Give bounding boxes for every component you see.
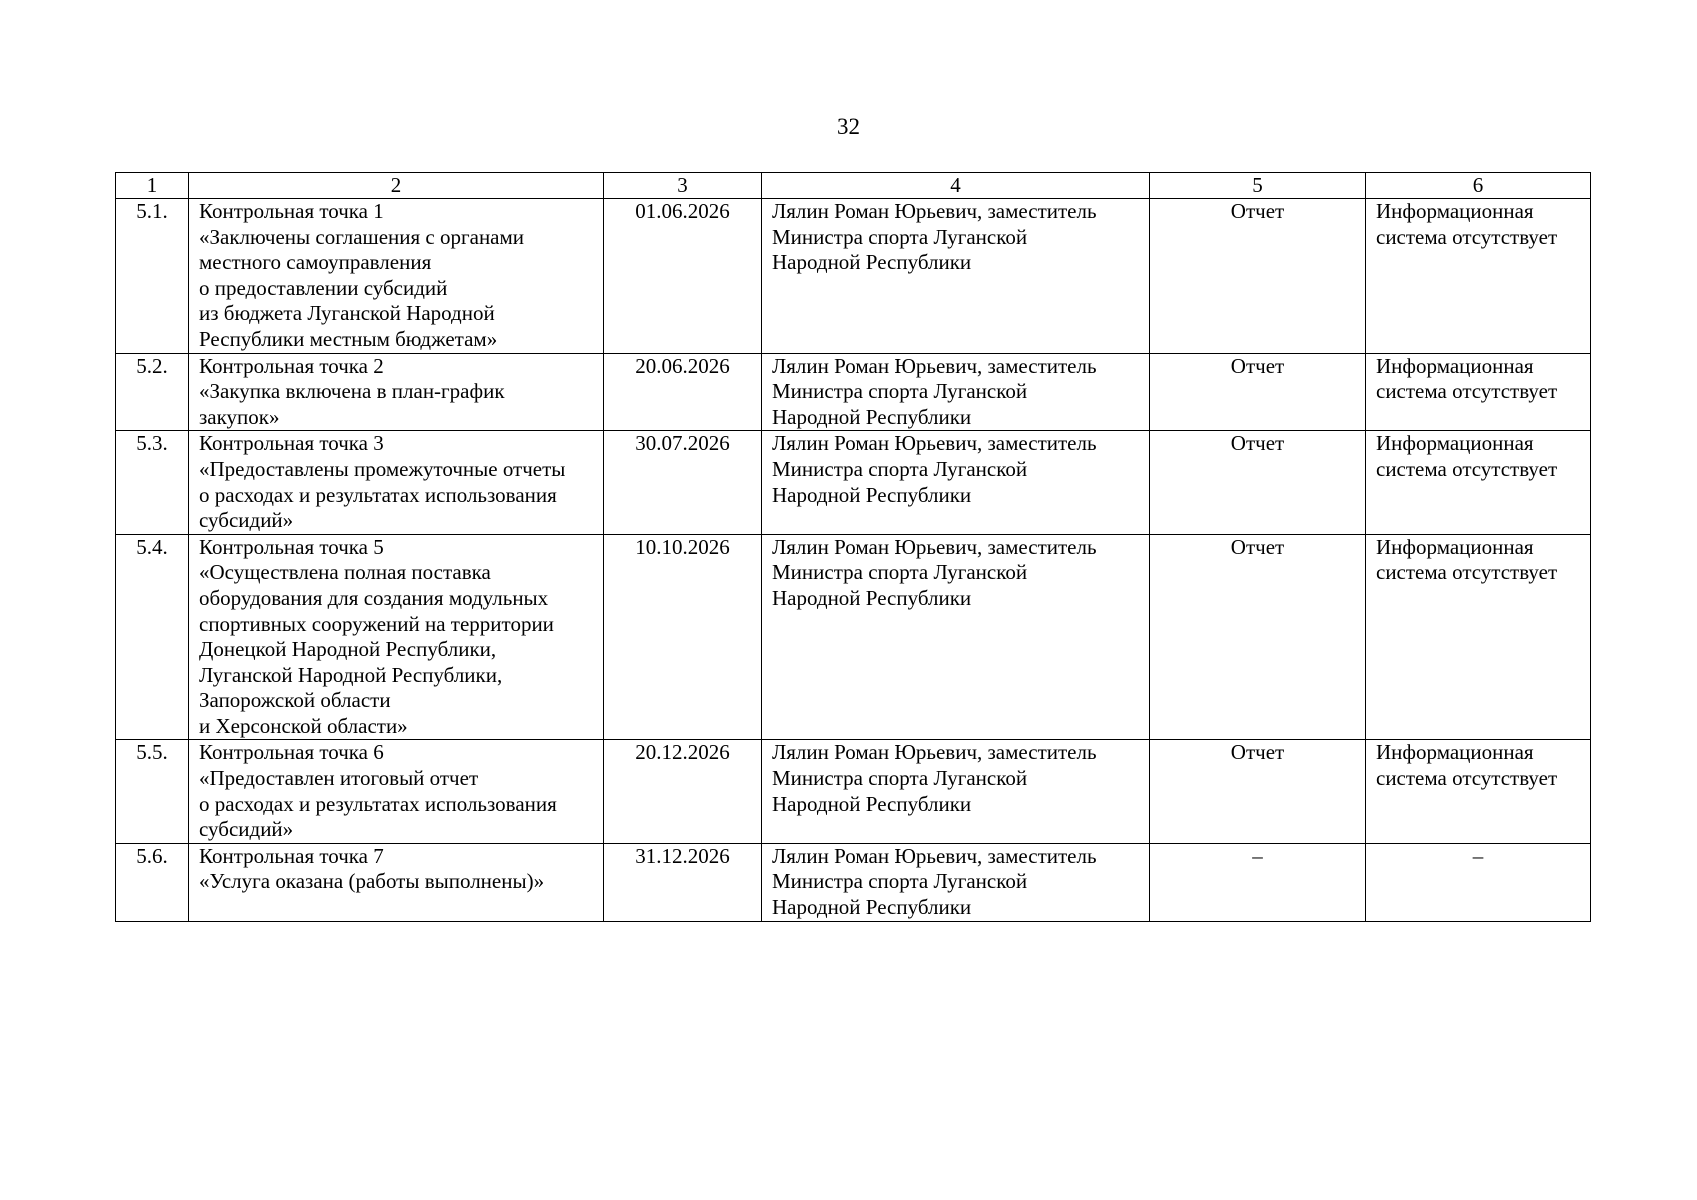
- row-number: 5.2.: [136, 353, 168, 378]
- event-line: местного самоуправления: [199, 250, 432, 275]
- responsible-cell: [762, 534, 1150, 740]
- event-line: о предоставлении субсидий: [199, 275, 448, 300]
- event-line: о расходах и результатах использования: [199, 791, 557, 816]
- event-line: «Заключены соглашения с органами: [199, 224, 525, 249]
- document-value: Отчет: [1230, 353, 1285, 378]
- table-row: [116, 431, 1591, 534]
- document-value: Отчет: [1230, 431, 1285, 456]
- responsible-line: Министра спорта Луганской: [772, 560, 1028, 585]
- responsible-line: Лялин Роман Юрьевич, заместитель: [772, 534, 1097, 559]
- date-value: 10.10.2026: [635, 534, 730, 559]
- header-cell: 2: [189, 173, 604, 199]
- event-line: «Осуществлена полная поставка: [199, 560, 491, 585]
- header-cell: 1: [116, 173, 189, 199]
- system-line: система отсутствует: [1376, 766, 1558, 791]
- responsible-cell: [762, 353, 1150, 431]
- page-number: 32: [837, 114, 860, 139]
- responsible-line: Министра спорта Луганской: [772, 379, 1028, 404]
- responsible-line: Народной Республики: [772, 895, 972, 920]
- row-number: 5.1.: [136, 199, 168, 223]
- event-line: закупок»: [199, 404, 280, 429]
- document-cell: [1150, 843, 1366, 921]
- event-line: Контрольная точка 5: [199, 534, 384, 559]
- event-line: Луганской Народной Республики,: [199, 662, 503, 687]
- control-points-table: [115, 172, 1591, 922]
- responsible-cell: [762, 740, 1150, 843]
- event-cell: [189, 199, 604, 354]
- event-line: Запорожской области: [199, 688, 391, 713]
- document-cell: [1150, 353, 1366, 431]
- row-number: 5.5.: [136, 740, 168, 765]
- system-line: Информационная: [1376, 353, 1534, 378]
- row-number-cell: [116, 199, 189, 354]
- responsible-cell: [762, 431, 1150, 534]
- date-cell: [604, 534, 762, 740]
- system-cell: [1366, 843, 1591, 921]
- table-row: [116, 534, 1591, 740]
- table-row: [116, 199, 1591, 354]
- event-line: Контрольная точка 7: [199, 843, 384, 868]
- table-header-row: [116, 173, 1591, 199]
- row-number: 5.4.: [136, 534, 168, 559]
- system-line: –: [1472, 843, 1484, 868]
- responsible-line: Народной Республики: [772, 404, 972, 429]
- system-cell: [1366, 534, 1591, 740]
- header-cell: 4: [762, 173, 1150, 199]
- date-value: 31.12.2026: [635, 843, 730, 868]
- date-cell: [604, 843, 762, 921]
- system-line: Информационная: [1376, 199, 1534, 223]
- event-line: «Услуга оказана (работы выполнены)»: [199, 869, 545, 894]
- event-line: Контрольная точка 2: [199, 353, 384, 378]
- header-cell: 3: [604, 173, 762, 199]
- system-cell: [1366, 431, 1591, 534]
- date-value: 20.12.2026: [635, 740, 730, 765]
- document-value: –: [1252, 843, 1263, 868]
- system-line: Информационная: [1376, 740, 1534, 765]
- document-cell: [1150, 740, 1366, 843]
- document-value: Отчет: [1230, 740, 1285, 765]
- event-line: «Предоставлены промежуточные отчеты: [199, 456, 566, 481]
- event-line: о расходах и результатах использования: [199, 482, 557, 507]
- date-cell: [604, 431, 762, 534]
- document-value: Отчет: [1230, 534, 1285, 559]
- event-line: оборудования для создания модульных: [199, 585, 549, 610]
- row-number: 5.3.: [136, 431, 168, 456]
- event-cell: [189, 843, 604, 921]
- date-value: 01.06.2026: [635, 199, 730, 223]
- system-line: система отсутствует: [1376, 379, 1558, 404]
- event-line: Республики местным бюджетам»: [199, 326, 498, 351]
- responsible-line: Министра спорта Луганской: [772, 766, 1028, 791]
- table-row: [116, 740, 1591, 843]
- event-cell: [189, 740, 604, 843]
- date-cell: [604, 199, 762, 354]
- event-line: субсидий»: [199, 817, 294, 842]
- row-number-cell: [116, 843, 189, 921]
- event-line: Контрольная точка 3: [199, 431, 384, 456]
- event-line: спортивных сооружений на территории: [199, 611, 554, 636]
- responsible-line: Лялин Роман Юрьевич, заместитель: [772, 740, 1097, 765]
- row-number-cell: [116, 353, 189, 431]
- event-line: и Херсонской области»: [199, 713, 408, 738]
- responsible-line: Министра спорта Луганской: [772, 224, 1028, 249]
- responsible-line: Министра спорта Луганской: [772, 869, 1028, 894]
- responsible-line: Народной Республики: [772, 482, 972, 507]
- document-cell: [1150, 534, 1366, 740]
- responsible-cell: [762, 199, 1150, 354]
- event-line: Контрольная точка 1: [199, 199, 384, 223]
- system-cell: [1366, 740, 1591, 843]
- event-line: «Предоставлен итоговый отчет: [199, 766, 479, 791]
- responsible-line: Народной Республики: [772, 585, 972, 610]
- responsible-cell: [762, 843, 1150, 921]
- system-line: система отсутствует: [1376, 560, 1558, 585]
- event-cell: [189, 431, 604, 534]
- event-line: «Закупка включена в план-график: [199, 379, 505, 404]
- system-line: система отсутствует: [1376, 456, 1558, 481]
- event-cell: [189, 353, 604, 431]
- document-cell: [1150, 199, 1366, 354]
- system-line: система отсутствует: [1376, 224, 1558, 249]
- table-row: [116, 843, 1591, 921]
- event-line: из бюджета Луганской Народной: [199, 301, 495, 326]
- event-line: Донецкой Народной Республики,: [199, 637, 497, 662]
- header-cell: 6: [1366, 173, 1591, 199]
- date-cell: [604, 740, 762, 843]
- responsible-line: Лялин Роман Юрьевич, заместитель: [772, 431, 1097, 456]
- responsible-line: Народной Республики: [772, 250, 972, 275]
- date-cell: [604, 353, 762, 431]
- event-cell: [189, 534, 604, 740]
- document-value: Отчет: [1230, 199, 1285, 223]
- event-line: Контрольная точка 6: [199, 740, 384, 765]
- date-value: 30.07.2026: [635, 431, 730, 456]
- system-line: Информационная: [1376, 534, 1534, 559]
- system-cell: [1366, 353, 1591, 431]
- responsible-line: Лялин Роман Юрьевич, заместитель: [772, 843, 1097, 868]
- table-row: [116, 353, 1591, 431]
- date-value: 20.06.2026: [635, 353, 730, 378]
- responsible-line: Лялин Роман Юрьевич, заместитель: [772, 199, 1097, 223]
- system-line: Информационная: [1376, 431, 1534, 456]
- document-cell: [1150, 431, 1366, 534]
- responsible-line: Народной Республики: [772, 791, 972, 816]
- row-number-cell: [116, 740, 189, 843]
- system-cell: [1366, 199, 1591, 354]
- event-line: субсидий»: [199, 508, 294, 533]
- row-number-cell: [116, 431, 189, 534]
- row-number-cell: [116, 534, 189, 740]
- responsible-line: Министра спорта Луганской: [772, 456, 1028, 481]
- header-cell: 5: [1150, 173, 1366, 199]
- responsible-line: Лялин Роман Юрьевич, заместитель: [772, 353, 1097, 378]
- row-number: 5.6.: [136, 843, 168, 868]
